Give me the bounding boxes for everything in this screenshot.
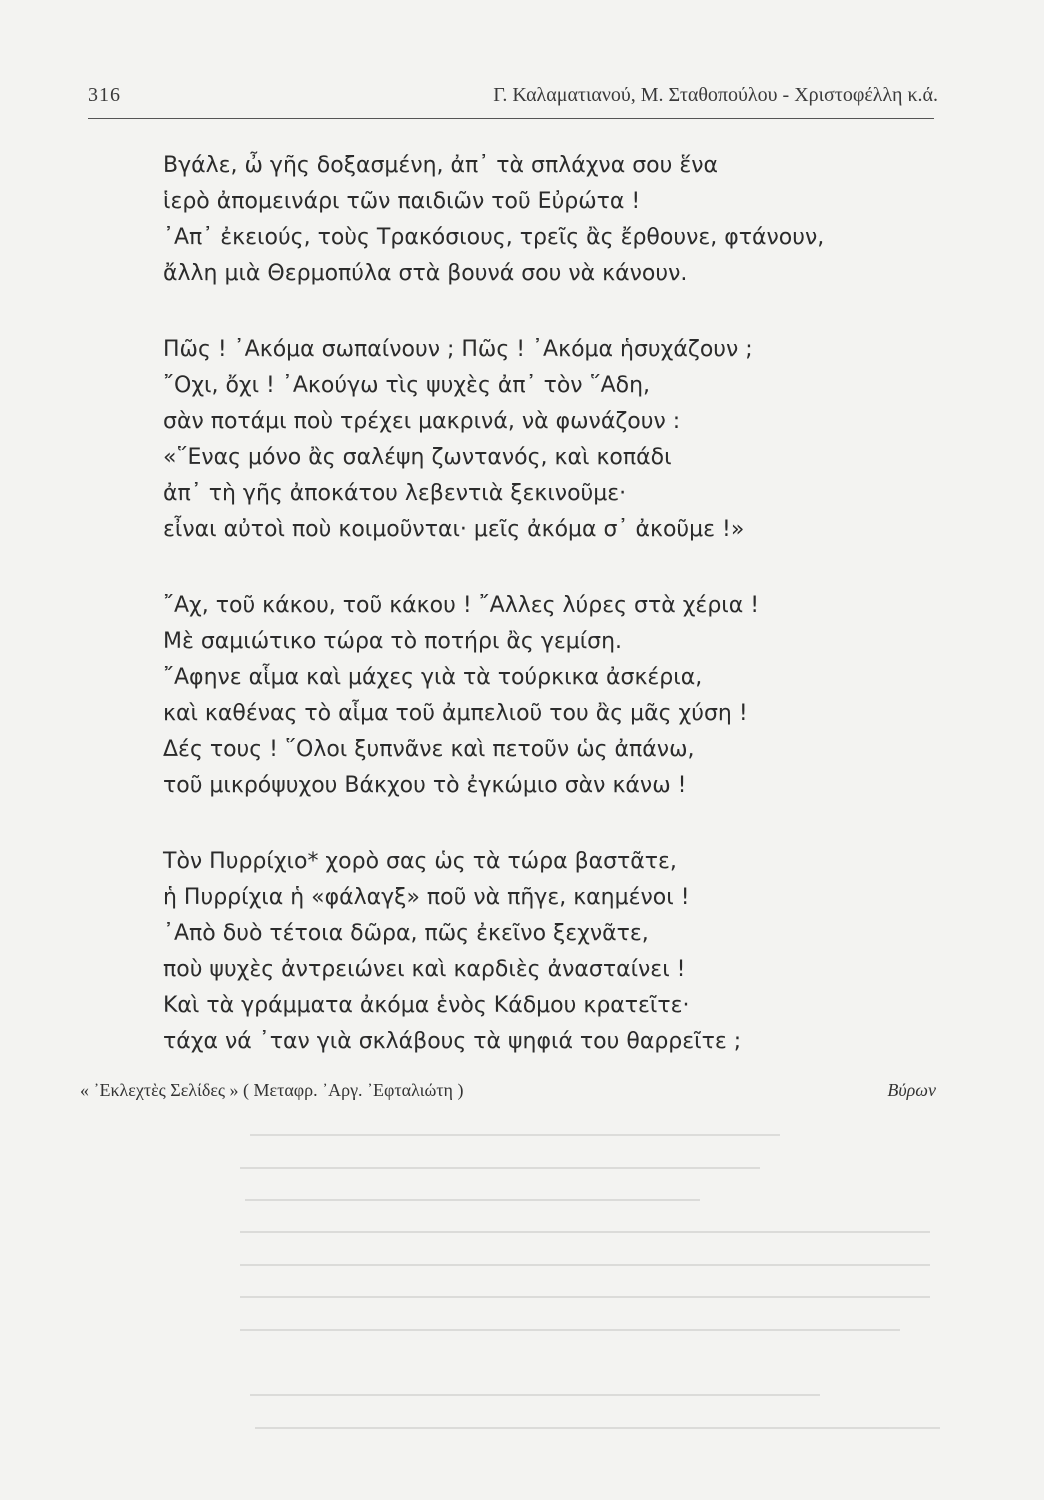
stanza-2 [163,332,903,548]
verse-line: ἱερὸ ἀπομεινάρι τῶν παιδιῶν τοῦ Εὐρώτα ! [163,189,641,214]
verse-line: ἡ Πυρρίχια ἡ «φάλαγξ» ποῦ νὰ πῆγε, καημένοι ! [163,885,690,910]
verse-line: Πῶς ! ᾿Ακόμα σωπαίνουν ; Πῶς ! ᾿Ακόμα ἡσυχάζουν ; [163,337,753,362]
verse-line: ἄλλη μιὰ Θερμοπύλα στὰ βουνά σου νὰ κάνουν. [163,261,688,286]
source-citation: « ᾿Εκλεχτὲς Σελίδες » ( Μεταφρ. ᾿Αργ. ᾿Εφταλιώτη ) [80,1080,464,1100]
stanza-1 [163,148,903,292]
verse-line: Δές τους ! ῞Ολοι ξυπνᾶνε καὶ πετοῦν ὡς ἀπάνω, [163,737,695,762]
verse-line: «῞Ενας μόνο ἂς σαλέψη ζωντανός, καὶ κοπάδι [163,445,672,470]
verse-line: ᾿Απὸ δυὸ τέτοια δῶρα, πῶς ἐκεῖνο ξεχνᾶτε, [163,921,649,946]
verse-line: τοῦ μικρόψυχου Βάκχου τὸ ἐγκώμιο σὰν κάνω ! [163,773,687,798]
running-header: Γ. Καλαματιανού, Μ. Σταθοπούλου - Χριστοφέλλη κ.ά. [493,84,938,106]
verse-line: τάχα νά ᾿ταν γιὰ σκλάβους τὰ ψηφιά του θαρρεῖτε ; [163,1029,742,1054]
author-name: Βύρων [887,1080,936,1100]
stanza-3 [163,588,903,804]
verse-line: Βγάλε, ὦ γῆς δοξασμένη, ἀπ᾽ τὰ σπλάχνα σου ἕνα [163,153,719,178]
verse-line: Καὶ τὰ γράμματα ἀκόμα ἑνὸς Κάδμου κρατεῖτε· [163,993,690,1018]
verse-line: καὶ καθένας τὸ αἷμα τοῦ ἀμπελιοῦ του ἂς μᾶς χύση ! [163,701,748,726]
verse-line: ῎Οχι, ὄχι ! ᾿Ακούγω τὶς ψυχὲς ἀπ᾽ τὸν ῞Αδη, [163,373,651,398]
verse-line: ποὺ ψυχὲς ἀντρειώνει καὶ καρδιὲς ἀνασταίνει ! [163,957,686,982]
stanza-4 [163,844,903,1060]
poem [163,148,903,1100]
verse-line: ῎Αχ, τοῦ κάκου, τοῦ κάκου ! ῎Αλλες λύρες στὰ χέρια ! [163,593,760,618]
verse-line: εἶναι αὐτοὶ ποὺ κοιμοῦνται· μεῖς ἀκόμα σ᾽ ἀκοῦμε !» [163,517,745,542]
verse-line: ᾿Απ᾽ ἐκειούς, τοὺς Τρακόσιους, τρεῖς ἂς ἔρθουνε, φτάνουν, [163,225,825,250]
verse-line: ῎Αφηνε αἷμα καὶ μάχες γιὰ τὰ τούρκικα ἀσκέρια, [163,665,703,690]
verse-line: Μὲ σαμιώτικο τώρα τὸ ποτήρι ἂς γεμίση. [163,629,623,654]
verse-line: ἀπ᾽ τὴ γῆς ἀποκάτου λεβεντιὰ ξεκινοῦμε· [163,481,627,506]
verse-line: Τὸν Πυρρίχιο* χορὸ σας ὡς τὰ τώρα βαστᾶτε, [163,849,677,874]
header-rule [88,118,934,119]
page-number: 316 [88,84,121,106]
verse-line: σὰν ποτάμι ποὺ τρέχει μακρινά, νὰ φωνάζουν : [163,409,681,434]
